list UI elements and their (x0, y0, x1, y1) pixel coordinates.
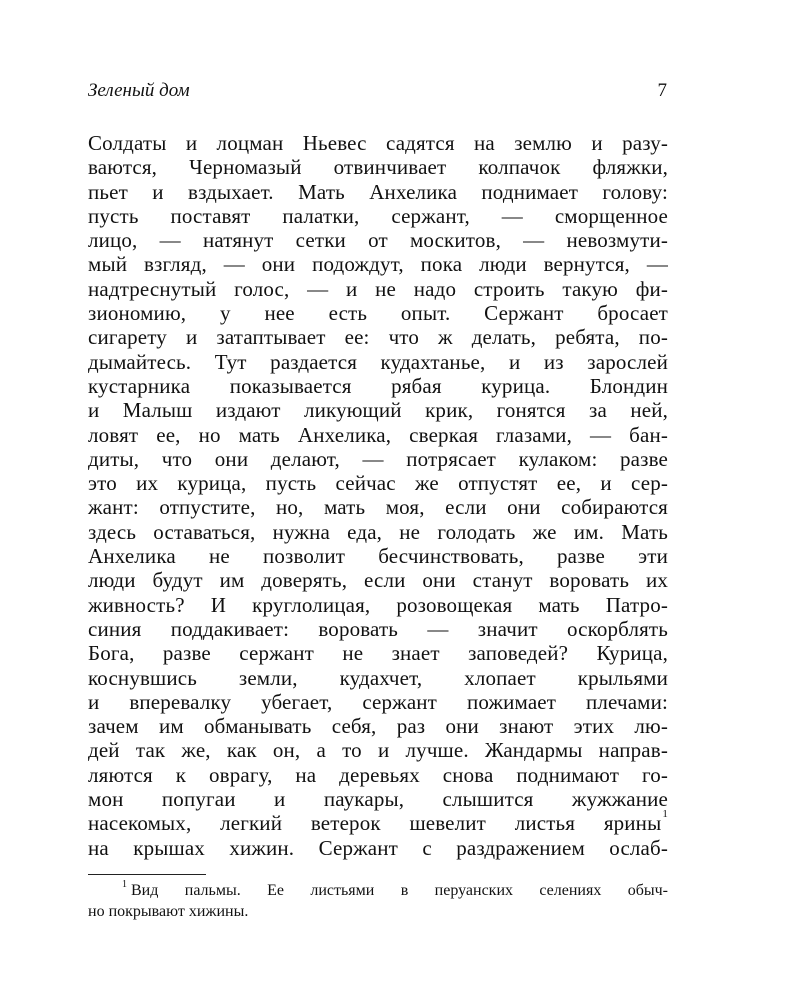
body-line: зачем им обманывать себя, раз они знают этих лю- (88, 714, 668, 739)
body-line: люди будут им доверять, если они станут воровать их (88, 568, 668, 593)
body-line: жант: отпустите, но, мать моя, если они собираются (88, 495, 668, 520)
body-line: ловят ее, но мать Анхелика, сверкая глазами, — бан- (88, 422, 668, 447)
body-line: ваются, Черномазый отвинчивает колпачок фляжки, (88, 155, 668, 180)
body-line: дымайтесь. Тут раздается кудахтанье, и из зарослей (88, 349, 668, 374)
body-line: это их курица, пусть сейчас же отпустят ее, и сер- (88, 471, 668, 496)
body-line: зиономию, у нее есть опыт. Сержант бросает (88, 301, 668, 326)
page-number: 7 (657, 80, 667, 101)
body-line: ляются к оврагу, на деревьях снова поднимают го- (88, 762, 668, 787)
body-line: Солдаты и лоцман Ньевес садятся на землю и разу- (88, 131, 668, 155)
body-line: Бога, разве сержант не знает заповедей? Курица, (88, 641, 668, 666)
body-line: живность? И круглолицая, розовощекая мать Патро- (88, 592, 668, 617)
body-line: мый взгляд, — они подождут, пока люди вернутся, — (88, 252, 668, 277)
footnote-reference[interactable]: 1 (662, 808, 668, 821)
body-line: и вперевалку убегает, сержант пожимает плечами: (88, 689, 668, 714)
body-line: кустарника показывается рябая курица. Блондин (88, 373, 668, 398)
body-line: здесь оставаться, нужна еда, не голодать же им. Мать (88, 519, 668, 544)
footnote-text: Вид пальмы. Ее листьями в перуанских селениях обыч- (131, 882, 668, 899)
body-text (88, 131, 668, 860)
body-line: лицо, — натянут сетки от москитов, — невозмути- (88, 228, 668, 253)
body-line: и Малыш издают ликующий крик, гонятся за ней, (88, 398, 668, 423)
body-line: синия поддакивает: воровать — значит оскорблять (88, 616, 668, 641)
footnote-divider (88, 874, 206, 875)
body-line: дей так же, как он, а то и лучше. Жандармы направ- (88, 738, 668, 763)
footnote (88, 880, 668, 922)
body-line: сигарету и затаптывает ее: что ж делать, ребята, по- (88, 325, 668, 350)
body-line: на крышах хижин. Сержант с раздражением ослаб- (88, 835, 668, 860)
body-line-text: насекомых, легкий ветерок шевелит листья ярины (88, 811, 662, 836)
body-line: диты, что они делают, — потрясает кулаком: разве (88, 446, 668, 471)
body-line: пьет и вздыхает. Мать Анхелика поднимает голову: (88, 179, 668, 204)
body-line: надтреснутый голос, — и не надо строить такую фи- (88, 276, 668, 301)
body-line: мон попугаи и паукары, слышится жужжание (88, 787, 668, 812)
body-line-with-footnote (88, 808, 668, 836)
footnote-line (88, 880, 668, 901)
footnote-line: но покрывают хижины. (88, 903, 249, 920)
footnote-marker: 1 (122, 879, 127, 890)
body-line: пусть поставят палатки, сержант, — сморщенное (88, 203, 668, 228)
running-title: Зеленый дом (88, 80, 190, 101)
body-line: коснувшись земли, кудахчет, хлопает крыльями (88, 665, 668, 690)
body-line: Анхелика не позволит бесчинствовать, разве эти (88, 544, 668, 569)
